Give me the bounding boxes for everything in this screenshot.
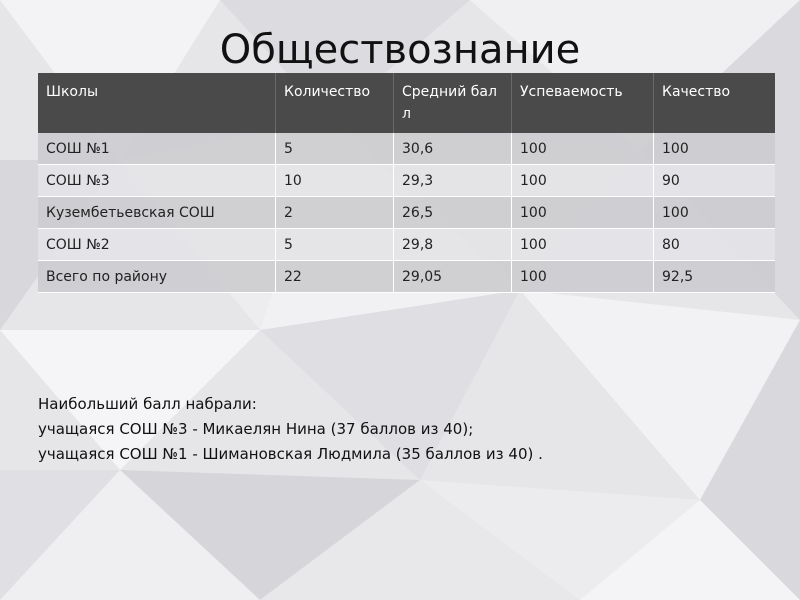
- header-quality: Качество: [654, 73, 775, 133]
- cell-quality: 100: [654, 133, 775, 165]
- cell-success-rate: 100: [512, 197, 654, 229]
- cell-average-score: 26,5: [394, 197, 512, 229]
- cell-success-rate: 100: [512, 133, 654, 165]
- top-scorers-note: [38, 392, 543, 467]
- header-success-rate: Успеваемость: [512, 73, 654, 133]
- header-average-score: Средний балл: [394, 73, 512, 133]
- table-row: [38, 165, 775, 197]
- cell-average-score: 29,8: [394, 229, 512, 261]
- header-count: Количество: [276, 73, 394, 133]
- cell-quality: 92,5: [654, 261, 775, 293]
- cell-quality: 90: [654, 165, 775, 197]
- cell-count: 22: [276, 261, 394, 293]
- table-row: [38, 133, 775, 165]
- cell-average-score: 29,3: [394, 165, 512, 197]
- table-row: [38, 229, 775, 261]
- table-row-total: [38, 261, 775, 293]
- page-title: Обществознание: [219, 27, 581, 73]
- cell-quality: 80: [654, 229, 775, 261]
- cell-success-rate: 100: [512, 229, 654, 261]
- note-line: учащаяся СОШ №1 - Шимановская Людмила (35 баллов из 40) .: [38, 445, 543, 463]
- cell-school: СОШ №1: [38, 133, 276, 165]
- cell-quality: 100: [654, 197, 775, 229]
- cell-average-score: 30,6: [394, 133, 512, 165]
- note-line: учащаяся СОШ №3 - Микаелян Нина (37 баллов из 40);: [38, 420, 474, 438]
- cell-average-score: 29,05: [394, 261, 512, 293]
- table-header-row: [38, 73, 775, 133]
- cell-success-rate: 100: [512, 165, 654, 197]
- cell-school: Кузембетьевская СОШ: [38, 197, 276, 229]
- cell-count: 10: [276, 165, 394, 197]
- cell-success-rate: 100: [512, 261, 654, 293]
- cell-count: 2: [276, 197, 394, 229]
- cell-school: СОШ №3: [38, 165, 276, 197]
- cell-count: 5: [276, 229, 394, 261]
- table-row: [38, 197, 775, 229]
- note-heading: Наибольший балл набрали:: [38, 395, 257, 413]
- cell-count: 5: [276, 133, 394, 165]
- cell-school: СОШ №2: [38, 229, 276, 261]
- results-table: [38, 73, 775, 293]
- cell-school: Всего по району: [38, 261, 276, 293]
- header-schools: Школы: [38, 73, 276, 133]
